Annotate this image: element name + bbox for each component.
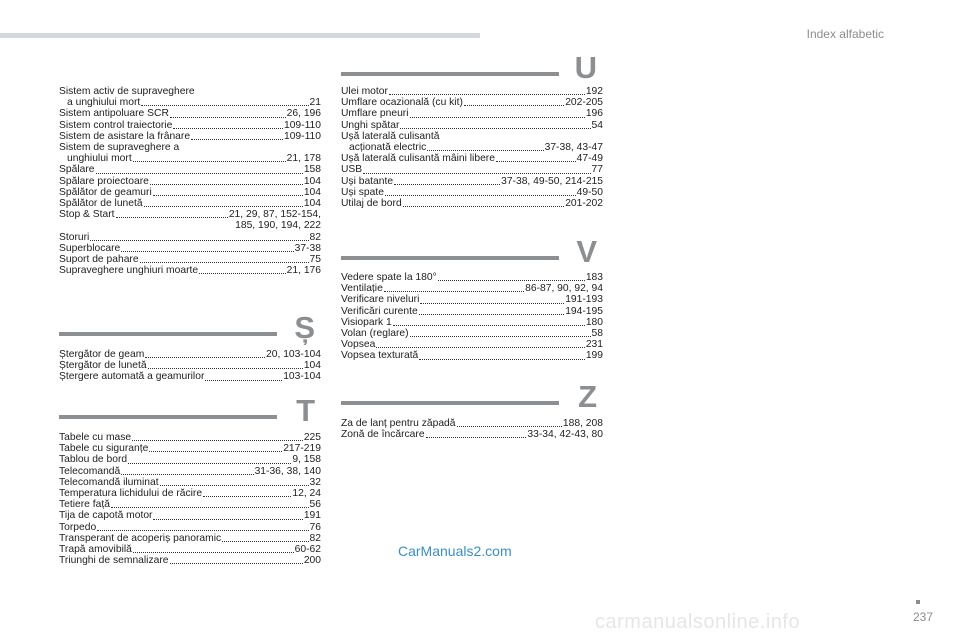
leader-dots	[160, 485, 309, 486]
index-entry	[341, 350, 603, 361]
leader-dots	[90, 240, 308, 241]
leader-dots	[141, 105, 308, 106]
index-entry	[341, 120, 603, 131]
leader-dots	[496, 161, 576, 162]
leader-dots	[363, 173, 590, 174]
index-entry	[341, 86, 603, 97]
entry-name: Volan (reglare)	[341, 328, 409, 340]
leader-dots	[96, 173, 303, 174]
entry-name: Ușă laterală culisantă	[341, 130, 440, 142]
leader-dots	[400, 128, 590, 129]
entry-pages: 37-38, 43-47	[544, 142, 603, 154]
entry-name: Tija de capotă motor	[59, 510, 153, 522]
entry-name: Suport de pahare	[59, 254, 139, 266]
index-entry	[341, 108, 603, 119]
section-header-v	[341, 234, 603, 269]
leader-dots	[153, 519, 302, 520]
entry-pages: 109-110	[283, 119, 321, 131]
entry-name: Temperatura lichidului de răcire	[59, 488, 203, 500]
leader-dots	[145, 357, 265, 358]
leader-dots	[205, 380, 282, 381]
entry-name: unghiului mort	[67, 153, 132, 165]
entry-pages: 103-104	[283, 371, 321, 383]
entry-name: Spălare proiectoare	[59, 175, 149, 187]
index-entry-continuation	[341, 142, 603, 153]
leader-dots	[384, 291, 524, 292]
list-z	[341, 418, 603, 440]
watermark-link[interactable]: CarManuals2.com	[398, 543, 512, 559]
entry-name: a unghiului mort	[67, 97, 141, 109]
footer-watermark: carmanualsonline.info	[595, 611, 801, 633]
index-entry	[341, 429, 603, 440]
section-header-s-comma	[59, 310, 321, 345]
entry-pages: 196	[585, 108, 603, 120]
leader-dots	[150, 184, 303, 185]
index-entry	[59, 243, 321, 254]
entry-pages: 188, 208	[562, 418, 603, 429]
entry-pages: 104	[303, 198, 321, 210]
entry-name: Stop & Start	[59, 209, 115, 221]
section-letter: U	[574, 50, 597, 85]
entry-pages: 75	[309, 254, 321, 266]
entry-pages: 21, 29, 87, 152-154,	[228, 209, 321, 221]
entry-name: Storuri	[59, 231, 90, 243]
leader-dots	[457, 426, 562, 427]
entry-pages: 158	[303, 164, 321, 176]
entry-pages: 76	[309, 521, 321, 533]
entry-pages: 21, 176	[286, 265, 321, 277]
section-letter: Ș	[294, 310, 315, 345]
entry-pages: 104	[303, 175, 321, 187]
leader-dots	[426, 437, 527, 438]
index-entry	[59, 454, 321, 465]
entry-pages: 191	[303, 510, 321, 522]
entry-pages: 56	[309, 499, 321, 511]
entry-name: Umflare pneuri	[341, 108, 409, 120]
entry-name: Ștergător de lunetă	[59, 360, 147, 372]
index-entry	[341, 272, 603, 283]
entry-name: Ventilație	[341, 283, 383, 295]
index-entry	[59, 466, 321, 477]
leader-dots	[191, 139, 283, 140]
list-s-comma	[59, 349, 321, 383]
leader-dots	[376, 347, 584, 348]
list-s-continued	[59, 86, 321, 276]
leader-dots	[385, 195, 576, 196]
entry-pages: 49-50	[576, 186, 603, 198]
section-header-t	[59, 393, 321, 428]
entry-name: Supraveghere unghiuri moarte	[59, 265, 199, 277]
leader-dots	[133, 552, 294, 553]
index-entry	[341, 97, 603, 108]
entry-pages: 201-202	[565, 198, 603, 210]
index-entry-continuation	[59, 97, 321, 108]
header-bar	[0, 33, 480, 38]
entry-name: Ulei motor	[341, 86, 388, 97]
index-entry	[59, 510, 321, 521]
leader-dots	[148, 368, 303, 369]
section-rule	[59, 415, 277, 419]
leader-dots	[222, 541, 308, 542]
entry-name: Ușă laterală culisantă mâini libere	[341, 153, 495, 165]
entry-name: Uși spate	[341, 186, 384, 198]
entry-pages: 183	[585, 272, 603, 283]
entry-name: Utilaj de bord	[341, 198, 402, 210]
entry-pages: 199	[585, 350, 603, 362]
entry-name: Za de lanț pentru zăpadă	[341, 418, 456, 429]
entry-pages: 109-110	[283, 130, 321, 142]
index-entry	[341, 306, 603, 317]
entry-name: Vedere spate la 180°	[341, 272, 437, 283]
entry-pages: 9, 158	[292, 454, 321, 466]
entry-pages: 104	[303, 360, 321, 372]
index-entry	[341, 294, 603, 305]
index-entry	[59, 142, 321, 153]
entry-pages: 192	[585, 86, 603, 97]
section-rule	[341, 401, 559, 405]
entry-pages: 21	[309, 97, 321, 109]
entry-pages: 21, 178	[286, 153, 321, 165]
index-entry	[59, 371, 321, 382]
leader-dots	[427, 150, 543, 151]
entry-name: Tabele cu mase	[59, 432, 132, 443]
entry-name: Triunghi de semnalizare	[59, 555, 169, 567]
entry-pages: 202-205	[565, 97, 603, 109]
index-entry	[59, 522, 321, 533]
leader-dots	[149, 451, 282, 452]
entry-pages: 37-38, 49-50, 214-215	[501, 175, 603, 187]
entry-pages: 194-195	[565, 305, 603, 317]
leader-dots	[410, 336, 591, 337]
index-entry	[59, 443, 321, 454]
index-entry	[341, 198, 603, 209]
index-entry	[59, 187, 321, 198]
entry-pages: 191-193	[565, 294, 603, 306]
section-header-u	[341, 50, 603, 85]
leader-dots	[173, 128, 283, 129]
leader-dots	[121, 251, 293, 252]
index-entry	[59, 131, 321, 142]
leader-dots	[394, 184, 500, 185]
section-rule	[59, 332, 277, 336]
leader-dots	[153, 195, 303, 196]
entry-pages: 31-36, 38, 140	[254, 465, 321, 477]
index-entry-continuation	[59, 153, 321, 164]
index-entry	[341, 418, 603, 429]
index-entry	[59, 265, 321, 276]
entry-name: Umflare ocazională (cu kit)	[341, 97, 463, 109]
leader-dots	[419, 359, 585, 360]
section-letter: V	[576, 234, 597, 269]
entry-name: USB	[341, 164, 363, 176]
index-entry	[59, 120, 321, 131]
entry-pages: 26, 196	[286, 108, 321, 120]
entry-pages: 225	[303, 432, 321, 443]
entry-name: Sistem control traiectorie	[59, 119, 173, 131]
leader-dots	[410, 117, 585, 118]
index-entry	[59, 349, 321, 360]
entry-name: Ștergere automată a geamurilor	[59, 371, 205, 383]
entry-pages: 180	[585, 316, 603, 328]
index-entry	[341, 317, 603, 328]
index-entry	[59, 360, 321, 371]
index-entry	[59, 533, 321, 544]
leader-dots	[170, 117, 286, 118]
entry-name: Zonă de încărcare	[341, 429, 425, 441]
leader-dots	[464, 105, 564, 106]
leader-dots	[420, 303, 564, 304]
entry-name: Verificări curente	[341, 305, 418, 317]
leader-dots	[111, 507, 309, 508]
entry-name: Sistem antipoluare SCR	[59, 108, 169, 120]
entry-name: Sistem de supraveghere a	[59, 142, 180, 154]
leader-dots	[128, 463, 291, 464]
section-letter: Z	[578, 379, 597, 414]
index-entry	[341, 339, 603, 350]
index-entry	[59, 176, 321, 187]
entry-name: Visiopark 1	[341, 316, 392, 328]
index-entry	[59, 108, 321, 119]
entry-name: Spălător de geamuri	[59, 186, 152, 198]
list-u	[341, 86, 603, 209]
entry-name: Sistem activ de supraveghere	[59, 86, 195, 97]
entry-pages: 200	[303, 555, 321, 567]
entry-pages: 86-87, 90, 92, 94	[525, 283, 603, 295]
index-entry	[341, 328, 603, 339]
entry-pages: 60-62	[294, 544, 321, 556]
entry-name: Spălător de lunetă	[59, 198, 143, 210]
entry-pages: 82	[309, 231, 321, 243]
index-entry	[341, 176, 603, 187]
leader-dots	[121, 474, 253, 475]
leader-dots	[133, 161, 286, 162]
entry-name: Unghi spătar	[341, 119, 400, 131]
entry-pages: 32	[309, 476, 321, 488]
entry-pages: 54	[591, 119, 603, 131]
entry-name: Superblocare	[59, 242, 121, 254]
index-entry	[59, 198, 321, 209]
index-entry	[341, 283, 603, 294]
entry-name: Tetiere față	[59, 499, 110, 511]
entry-pages: 12, 24	[292, 488, 321, 500]
index-entry	[59, 86, 321, 97]
index-entry	[59, 477, 321, 488]
entry-pages: 104	[303, 186, 321, 198]
entry-name: Ștergător de geam	[59, 349, 145, 360]
entry-name: Torpedo	[59, 521, 97, 533]
leader-dots	[393, 325, 585, 326]
leader-dots	[140, 262, 309, 263]
leader-dots	[144, 206, 303, 207]
index-entry	[59, 488, 321, 499]
section-rule	[341, 256, 559, 260]
entry-name: Trapă amovibilă	[59, 544, 132, 556]
leader-dots	[170, 563, 303, 564]
entry-name: Vopsea	[341, 339, 376, 351]
entry-name: Telecomandă iluminat	[59, 476, 159, 488]
list-t	[59, 432, 321, 566]
leader-dots	[116, 217, 228, 218]
section-letter: T	[296, 393, 315, 428]
leader-dots	[389, 94, 585, 95]
index-entry	[59, 555, 321, 566]
leader-dots	[438, 280, 585, 281]
section-rule	[341, 72, 559, 76]
entry-name: Transperant de acoperiș panoramic	[59, 532, 222, 544]
entry-pages: 58	[591, 328, 603, 340]
entry-pages: 37-38	[294, 242, 321, 254]
entry-pages: 20, 103-104	[266, 349, 321, 360]
entry-name: Spălare	[59, 164, 95, 176]
entry-pages-continuation: 185, 190, 194, 222	[235, 220, 321, 232]
index-entry	[341, 187, 603, 198]
index-entry	[59, 209, 321, 220]
entry-pages: 77	[591, 164, 603, 176]
index-entry	[341, 153, 603, 164]
entry-name: Sistem de asistare la frânare	[59, 130, 191, 142]
index-entry	[59, 254, 321, 265]
page-header-title: Index alfabetic	[806, 27, 884, 41]
section-header-z	[341, 379, 603, 414]
page-marker	[916, 600, 920, 604]
index-entry	[59, 164, 321, 175]
leader-dots	[203, 496, 291, 497]
leader-dots	[132, 440, 303, 441]
entry-pages: 231	[585, 339, 603, 351]
leader-dots	[403, 206, 565, 207]
entry-name: Verificare niveluri	[341, 294, 420, 306]
entry-name: acționată electric	[349, 142, 427, 154]
index-entry	[59, 432, 321, 443]
entry-pages: 33-34, 42-43, 80	[527, 429, 603, 441]
entry-pages: 82	[309, 532, 321, 544]
leader-dots	[97, 530, 308, 531]
index-entry	[341, 164, 603, 175]
leader-dots	[419, 314, 565, 315]
page-number: 237	[912, 610, 933, 624]
entry-name: Tablou de bord	[59, 454, 128, 466]
list-v	[341, 272, 603, 362]
leader-dots	[199, 273, 286, 274]
entry-name: Telecomandă	[59, 465, 121, 477]
entry-pages: 47-49	[576, 153, 603, 165]
index-entry	[341, 131, 603, 142]
index-entry	[59, 499, 321, 510]
index-entry	[59, 232, 321, 243]
index-entry	[59, 544, 321, 555]
entry-name: Vopsea texturată	[341, 350, 419, 362]
entry-name: Uși batante	[341, 175, 394, 187]
entry-name: Tabele cu siguranțe	[59, 443, 149, 455]
entry-pages: 217-219	[283, 443, 321, 455]
